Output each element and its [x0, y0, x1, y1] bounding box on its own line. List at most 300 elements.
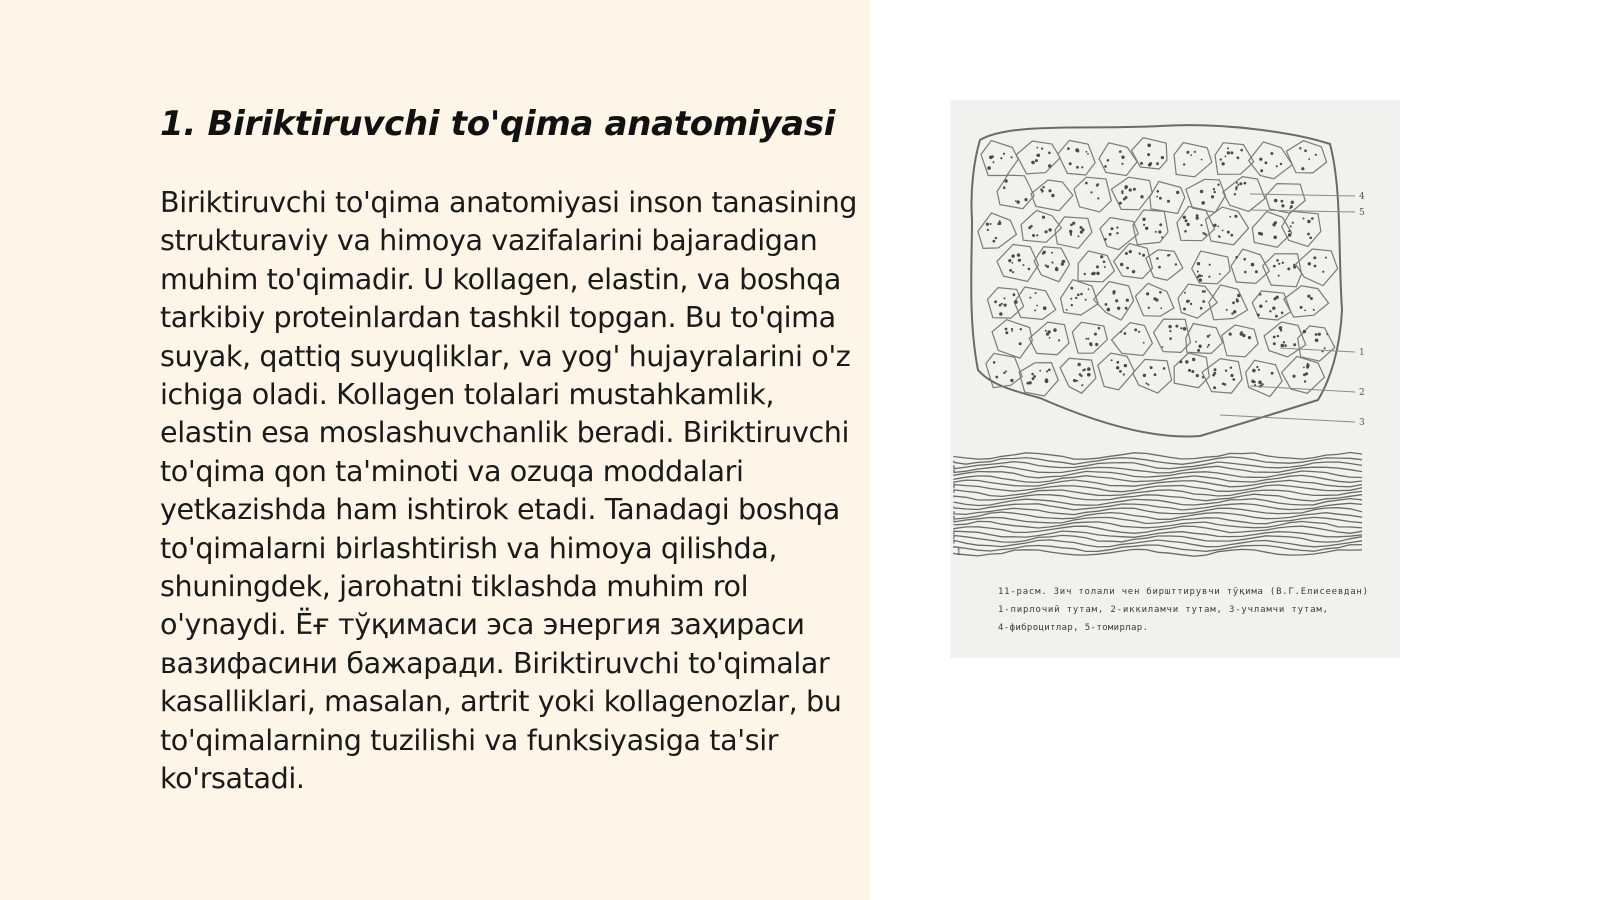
cell-nucleus-dot — [1070, 224, 1073, 227]
cell-nucleus-dot — [1183, 308, 1186, 311]
cell-nucleus-dot — [1282, 262, 1284, 264]
cell-nucleus-dot — [1303, 218, 1305, 220]
cell-nucleus-dot — [1287, 267, 1290, 270]
cell-nucleus-dot — [1013, 293, 1016, 296]
tissue-cell — [1186, 324, 1223, 354]
cell-nucleus-dot — [1107, 308, 1111, 312]
cell-nucleus-dot — [1011, 330, 1013, 332]
cell-nucleus-dot — [1169, 254, 1171, 256]
cell-nucleus-dot — [1035, 159, 1038, 162]
cell-nucleus-dot — [1096, 265, 1099, 268]
cell-nucleus-dot — [1048, 369, 1051, 372]
cell-nucleus-dot — [1047, 330, 1050, 333]
tissue-cell — [1074, 177, 1111, 212]
cell-nucleus-dot — [1048, 152, 1051, 155]
cell-nucleus-dot — [1256, 366, 1258, 368]
cell-nucleus-dot — [1299, 147, 1301, 149]
cell-nucleus-dot — [1097, 183, 1100, 186]
cell-nucleus-dot — [1310, 297, 1313, 300]
cell-nucleus-dot — [1222, 230, 1224, 232]
cell-nucleus-dot — [1201, 159, 1203, 161]
tissue-cell — [1174, 143, 1212, 177]
cell-nucleus-dot — [1258, 232, 1261, 235]
cell-nucleus-dot — [1281, 204, 1284, 207]
cell-nucleus-dot — [1194, 151, 1196, 153]
cell-nucleus-dot — [1234, 215, 1237, 218]
cell-nucleus-dot — [1004, 304, 1007, 307]
cell-nucleus-dot — [1259, 293, 1261, 295]
cell-nucleus-dot — [1311, 217, 1314, 220]
cell-nucleus-dot — [1129, 188, 1132, 191]
cell-nucleus-dot — [1202, 290, 1204, 292]
cell-nucleus-dot — [1124, 364, 1127, 367]
cell-nucleus-dot — [1096, 343, 1098, 345]
cell-nucleus-dot — [1201, 201, 1205, 205]
tissue-cell — [997, 175, 1034, 209]
cell-nucleus-dot — [1272, 307, 1275, 310]
cell-nucleus-dot — [1109, 233, 1112, 236]
cell-nucleus-dot — [1186, 151, 1189, 154]
cell-nucleus-dot — [1020, 328, 1022, 330]
fibre-line — [954, 471, 1362, 478]
cell-nucleus-dot — [1031, 373, 1034, 376]
cell-nucleus-dot — [1081, 384, 1083, 386]
tissue-cell — [1246, 360, 1283, 396]
cell-nucleus-dot — [1273, 297, 1276, 300]
cell-nucleus-dot — [1111, 227, 1114, 230]
cell-nucleus-dot — [1219, 273, 1221, 275]
cell-nucleus-dot — [1265, 300, 1267, 302]
cell-nucleus-dot — [1116, 366, 1119, 369]
cell-nucleus-dot — [1229, 333, 1232, 336]
cell-nucleus-dot — [1088, 288, 1090, 290]
cell-nucleus-dot — [1070, 298, 1072, 300]
cell-nucleus-dot — [1097, 272, 1099, 274]
cell-nucleus-dot — [1202, 376, 1204, 378]
tissue-cell — [992, 320, 1032, 358]
tissue-cell — [1111, 177, 1152, 210]
cell-nucleus-dot — [1273, 236, 1277, 240]
cell-nucleus-dot — [1237, 184, 1239, 186]
cell-nucleus-dot — [1258, 369, 1260, 371]
cell-nucleus-dot — [1117, 307, 1120, 310]
cell-nucleus-dot — [987, 229, 989, 231]
cell-nucleus-dot — [994, 300, 997, 303]
cell-nucleus-dot — [1134, 328, 1137, 331]
cell-nucleus-dot — [1308, 158, 1310, 160]
cell-nucleus-dot — [1120, 331, 1122, 333]
cell-nucleus-dot — [1058, 339, 1060, 341]
cell-nucleus-dot — [1049, 337, 1051, 339]
cell-nucleus-dot — [1125, 307, 1128, 310]
tissue-cell — [1099, 143, 1137, 176]
tissue-cell — [1098, 353, 1135, 390]
cell-nucleus-dot — [1280, 163, 1282, 165]
cell-nucleus-dot — [1087, 338, 1089, 340]
cell-nucleus-dot — [1000, 157, 1002, 159]
cell-nucleus-dot — [1307, 295, 1310, 298]
cell-nucleus-dot — [1188, 369, 1191, 372]
cell-nucleus-dot — [1036, 147, 1038, 149]
cell-nucleus-dot — [1028, 381, 1031, 384]
cell-nucleus-dot — [1232, 301, 1235, 304]
cell-nucleus-dot — [1163, 367, 1166, 370]
cell-nucleus-dot — [1218, 236, 1220, 238]
cell-nucleus-dot — [1313, 256, 1316, 259]
cell-nucleus-dot — [1003, 186, 1006, 189]
cell-nucleus-dot — [1227, 147, 1229, 149]
cell-nucleus-dot — [1277, 335, 1279, 337]
cell-nucleus-dot — [1036, 154, 1038, 156]
tissue-cell — [1296, 249, 1338, 286]
cell-nucleus-dot — [1055, 267, 1058, 270]
cell-nucleus-dot — [1270, 152, 1273, 155]
cell-nucleus-dot — [1183, 327, 1187, 331]
tissue-cell — [1286, 141, 1326, 173]
cell-nucleus-dot — [1214, 191, 1216, 193]
cell-nucleus-dot — [1168, 325, 1171, 328]
cell-nucleus-dot — [1142, 254, 1145, 257]
cell-nucleus-dot — [1186, 223, 1189, 226]
cell-nucleus-dot — [1043, 306, 1047, 310]
cell-nucleus-dot — [1157, 190, 1160, 193]
cell-nucleus-dot — [1278, 263, 1280, 265]
cell-nucleus-dot — [1230, 374, 1233, 377]
cell-nucleus-dot — [1196, 217, 1199, 220]
cell-nucleus-dot — [1198, 345, 1201, 348]
cell-nucleus-dot — [1200, 224, 1202, 226]
cell-nucleus-dot — [1042, 216, 1045, 219]
cell-nucleus-dot — [1080, 226, 1083, 229]
cell-nucleus-dot — [1303, 367, 1305, 369]
cell-nucleus-dot — [1132, 270, 1135, 273]
tissue-cell — [988, 288, 1024, 319]
fibre-line — [954, 457, 1362, 464]
cell-nucleus-dot — [1260, 169, 1263, 172]
cell-nucleus-dot — [1291, 201, 1294, 204]
cell-nucleus-dot — [1146, 382, 1148, 384]
tissue-cell — [1150, 182, 1185, 214]
cell-nucleus-dot — [1009, 269, 1012, 272]
cell-nucleus-dot — [999, 312, 1002, 315]
histology-figure — [950, 100, 1400, 658]
cell-nucleus-dot — [1090, 191, 1092, 193]
cell-nucleus-dot — [1147, 144, 1151, 148]
tissue-cell — [981, 141, 1018, 176]
cell-nucleus-dot — [1087, 367, 1091, 371]
cell-nucleus-dot — [1276, 259, 1279, 262]
cell-nucleus-dot — [1227, 151, 1230, 154]
tissue-cell — [1112, 323, 1153, 356]
cell-nucleus-dot — [1326, 333, 1328, 335]
cell-nucleus-dot — [1103, 261, 1106, 264]
cell-nucleus-dot — [1274, 199, 1278, 203]
cell-nucleus-dot — [1289, 207, 1291, 209]
cell-nucleus-dot — [1269, 310, 1271, 312]
cell-nucleus-dot — [1142, 218, 1145, 221]
fibre-line — [954, 540, 1362, 547]
cell-nucleus-dot — [1011, 254, 1014, 257]
cell-nucleus-dot — [1156, 257, 1159, 260]
cell-nucleus-dot — [1240, 149, 1243, 152]
cell-nucleus-dot — [1180, 327, 1182, 329]
cell-nucleus-dot — [1023, 264, 1025, 266]
cell-nucleus-dot — [1175, 325, 1178, 328]
cell-nucleus-dot — [1208, 276, 1210, 278]
cell-nucleus-dot — [1232, 378, 1235, 381]
tissue-cell — [1058, 140, 1095, 175]
cell-nucleus-dot — [1281, 312, 1284, 315]
cell-nucleus-dot — [1084, 273, 1086, 275]
tissue-cell — [1154, 319, 1191, 352]
cell-nucleus-dot — [1159, 197, 1162, 200]
cell-nucleus-dot — [1067, 147, 1070, 150]
cell-nucleus-dot — [1158, 266, 1161, 269]
slide-title: 1. Biriktiruvchi to'qima anatomiyasi — [160, 104, 836, 144]
cell-nucleus-dot — [1202, 300, 1205, 303]
cell-nucleus-dot — [1233, 310, 1236, 313]
cell-nucleus-dot — [1029, 297, 1031, 299]
cell-nucleus-dot — [1085, 182, 1088, 185]
cell-nucleus-dot — [1213, 188, 1215, 190]
cell-nucleus-dot — [1115, 299, 1118, 302]
cell-nucleus-dot — [1208, 344, 1210, 346]
cell-nucleus-dot — [1213, 224, 1216, 227]
cell-nucleus-dot — [1213, 372, 1216, 375]
cell-nucleus-dot — [1315, 154, 1317, 156]
cell-nucleus-dot — [1014, 300, 1018, 304]
cell-nucleus-dot — [1293, 343, 1296, 346]
cell-nucleus-dot — [1113, 290, 1116, 293]
cell-nucleus-dot — [1104, 165, 1107, 168]
cell-nucleus-dot — [1179, 360, 1182, 363]
cell-nucleus-dot — [1227, 231, 1230, 234]
cell-nucleus-dot — [1126, 267, 1129, 270]
cell-nucleus-dot — [1079, 373, 1082, 376]
cell-nucleus-dot — [1036, 234, 1038, 236]
cell-nucleus-dot — [1005, 328, 1008, 331]
cell-nucleus-dot — [993, 161, 995, 163]
tissue-cell — [1249, 142, 1293, 179]
cell-nucleus-dot — [1226, 309, 1228, 311]
cell-nucleus-dot — [993, 240, 996, 243]
cell-nucleus-dot — [1304, 310, 1306, 312]
cell-nucleus-dot — [1054, 330, 1056, 332]
cell-nucleus-dot — [1078, 363, 1081, 366]
cell-nucleus-dot — [1161, 236, 1163, 238]
cell-nucleus-dot — [1143, 374, 1146, 377]
cell-nucleus-dot — [1162, 346, 1164, 348]
cell-nucleus-dot — [1220, 158, 1222, 160]
cell-nucleus-dot — [1225, 370, 1227, 372]
tissue-cell — [1282, 211, 1321, 246]
cell-nucleus-dot — [1046, 370, 1048, 372]
cell-nucleus-dot — [1087, 153, 1089, 155]
cell-nucleus-dot — [995, 237, 997, 239]
tissue-cell — [1021, 210, 1061, 242]
cell-nucleus-dot — [1045, 330, 1047, 332]
cell-nucleus-dot — [1119, 202, 1122, 205]
cell-nucleus-dot — [1314, 265, 1317, 268]
cell-nucleus-dot — [1275, 315, 1278, 318]
cell-nucleus-dot — [1100, 255, 1103, 258]
cell-nucleus-dot — [1273, 342, 1276, 345]
cell-nucleus-dot — [1197, 276, 1199, 278]
cell-nucleus-dot — [1303, 330, 1306, 333]
slide-body-text: Biriktiruvchi to'qima anatomiyasi inson tanasining strukturaviy va himoya vazifalarini bajaradigan muhim to'qimadir. U kollagen, elastin, va boshqa tarkibiy proteinlardan tashkil topgan. Bu to'qima suyak, qattiq suyuqliklar, va yog' hujayralarini o'z ichiga oladi. Kollagen tolalari mustahkamlik, elastin esa moslashuvchanlik beradi. Biriktiruvchi to'qima qon ta'minoti va ozuqa moddalari yetkazishda ham ishtirok etadi. Tanadagi boshqa to'qimalarni birlashtirish va himoya qilishda, shuningdek, jarohatni tiklashda muhim rol o'ynaydi. Ёғ тўқимаси эса энергия заҳираси вазифасини бажаради. Biriktiruvchi to'qimalar kasalliklari, masalan, artrit yoki kollagenozlar, bu to'qimalarning tuzilishi va funksiyasiga ta'sir ko'rsatadi. — [160, 185, 858, 796]
cell-nucleus-dot — [1153, 297, 1156, 300]
cell-nucleus-dot — [1217, 226, 1219, 228]
cell-nucleus-dot — [1225, 156, 1227, 158]
cell-nucleus-dot — [1209, 264, 1211, 266]
cell-nucleus-dot — [1236, 182, 1238, 184]
cell-nucleus-dot — [1089, 342, 1092, 345]
cell-nucleus-dot — [1196, 374, 1199, 377]
cell-nucleus-dot — [1201, 275, 1203, 277]
cell-nucleus-dot — [1290, 225, 1292, 227]
cell-nucleus-dot — [1169, 337, 1172, 340]
cell-nucleus-dot — [1271, 372, 1274, 375]
cell-nucleus-dot — [1028, 268, 1031, 271]
cell-nucleus-dot — [1120, 263, 1123, 266]
cell-nucleus-dot — [1017, 253, 1020, 256]
tissue-cell — [986, 353, 1022, 387]
cell-nucleus-dot — [1125, 196, 1128, 199]
tissue-cell — [1231, 249, 1269, 283]
cell-nucleus-dot — [1307, 233, 1310, 236]
cell-nucleus-dot — [1213, 386, 1216, 389]
cell-nucleus-dot — [1255, 270, 1258, 273]
cell-nucleus-dot — [1032, 234, 1035, 237]
cell-nucleus-dot — [1143, 342, 1145, 344]
cell-nucleus-dot — [1159, 223, 1162, 226]
cell-nucleus-dot — [1015, 200, 1017, 202]
cell-nucleus-dot — [1081, 166, 1083, 168]
cell-nucleus-dot — [1244, 271, 1247, 274]
cell-nucleus-dot — [1251, 263, 1255, 267]
cell-nucleus-dot — [1051, 194, 1054, 197]
cell-nucleus-dot — [1159, 291, 1162, 294]
cell-nucleus-dot — [1169, 330, 1171, 332]
cell-nucleus-dot — [1124, 185, 1128, 189]
figure-label: 3 — [1359, 418, 1365, 428]
cell-nucleus-dot — [1066, 309, 1068, 311]
cell-nucleus-dot — [1207, 346, 1209, 348]
cell-nucleus-dot — [1193, 359, 1195, 361]
cell-nucleus-dot — [1197, 271, 1199, 273]
cell-nucleus-dot — [1121, 156, 1124, 159]
cell-nucleus-dot — [1185, 360, 1187, 362]
cell-nucleus-dot — [1005, 331, 1008, 334]
cell-nucleus-dot — [1094, 333, 1097, 336]
cell-nucleus-dot — [990, 223, 992, 225]
cell-nucleus-dot — [1301, 167, 1304, 170]
cell-nucleus-dot — [1071, 304, 1073, 306]
figure-label: 5 — [1359, 208, 1365, 218]
cell-nucleus-dot — [1034, 309, 1036, 311]
cell-nucleus-dot — [1076, 149, 1079, 152]
figure-label: 4 — [1359, 192, 1365, 202]
cell-nucleus-dot — [1086, 151, 1088, 153]
tissue-cell — [1133, 210, 1168, 245]
cell-nucleus-dot — [1036, 305, 1038, 307]
cell-nucleus-dot — [1042, 186, 1044, 188]
cell-nucleus-dot — [1200, 307, 1203, 310]
tissue-cell — [997, 245, 1039, 282]
cell-nucleus-dot — [1161, 156, 1164, 159]
tissue-cell — [1192, 251, 1231, 284]
tissue-cell — [1133, 359, 1172, 393]
cell-nucleus-dot — [1143, 224, 1145, 226]
cell-nucleus-dot — [1098, 327, 1101, 330]
cell-nucleus-dot — [1121, 192, 1123, 194]
cell-nucleus-dot — [1257, 313, 1260, 316]
cell-nucleus-dot — [1124, 332, 1127, 335]
cell-nucleus-dot — [1039, 370, 1041, 372]
cell-nucleus-dot — [1200, 190, 1203, 193]
cell-nucleus-dot — [1146, 292, 1149, 295]
cell-nucleus-dot — [1087, 373, 1091, 377]
cell-nucleus-dot — [1217, 184, 1219, 186]
cell-nucleus-dot — [1237, 294, 1240, 297]
cell-nucleus-dot — [1116, 232, 1118, 234]
cell-nucleus-dot — [1155, 231, 1157, 233]
cell-nucleus-dot — [1211, 195, 1214, 198]
cell-nucleus-dot — [1105, 303, 1108, 306]
cell-nucleus-dot — [1104, 238, 1107, 241]
cell-nucleus-dot — [1031, 161, 1034, 164]
tissue-cell — [1014, 287, 1055, 319]
cell-nucleus-dot — [1062, 260, 1066, 264]
cell-nucleus-dot — [1324, 347, 1326, 349]
cell-nucleus-dot — [1303, 373, 1306, 376]
cell-nucleus-dot — [1085, 299, 1087, 301]
cell-nucleus-dot — [1243, 258, 1246, 261]
cell-nucleus-dot — [1240, 331, 1242, 333]
cell-nucleus-dot — [1070, 287, 1073, 290]
tissue-cell — [978, 213, 1017, 248]
cell-nucleus-dot — [1300, 306, 1303, 309]
histology-drawing — [950, 100, 1400, 658]
cell-nucleus-dot — [999, 220, 1001, 222]
cell-nucleus-dot — [1011, 328, 1013, 330]
tissue-cell — [1209, 285, 1248, 320]
cell-nucleus-dot — [1160, 307, 1162, 309]
cell-nucleus-dot — [1167, 200, 1170, 203]
cell-nucleus-dot — [1175, 263, 1177, 265]
cell-nucleus-dot — [1281, 200, 1284, 203]
cell-nucleus-dot — [1116, 361, 1119, 364]
cell-nucleus-dot — [1097, 197, 1099, 199]
cell-nucleus-dot — [1078, 235, 1080, 237]
cell-nucleus-dot — [1235, 256, 1238, 259]
cell-nucleus-dot — [1273, 265, 1276, 268]
cell-nucleus-dot — [1184, 292, 1186, 294]
cell-nucleus-dot — [1252, 369, 1256, 373]
cell-nucleus-dot — [1315, 333, 1318, 336]
cell-nucleus-dot — [1197, 349, 1200, 352]
tissue-cell — [1202, 359, 1242, 394]
cell-nucleus-dot — [1069, 230, 1072, 233]
cell-nucleus-dot — [1051, 252, 1053, 254]
tissue-cell — [1266, 184, 1306, 214]
cell-nucleus-dot — [1214, 368, 1217, 371]
cell-nucleus-dot — [1230, 151, 1233, 154]
cell-nucleus-dot — [1010, 379, 1013, 382]
tissue-cell — [1284, 286, 1329, 317]
cell-nucleus-dot — [1004, 297, 1006, 299]
cell-nucleus-dot — [1313, 309, 1315, 311]
